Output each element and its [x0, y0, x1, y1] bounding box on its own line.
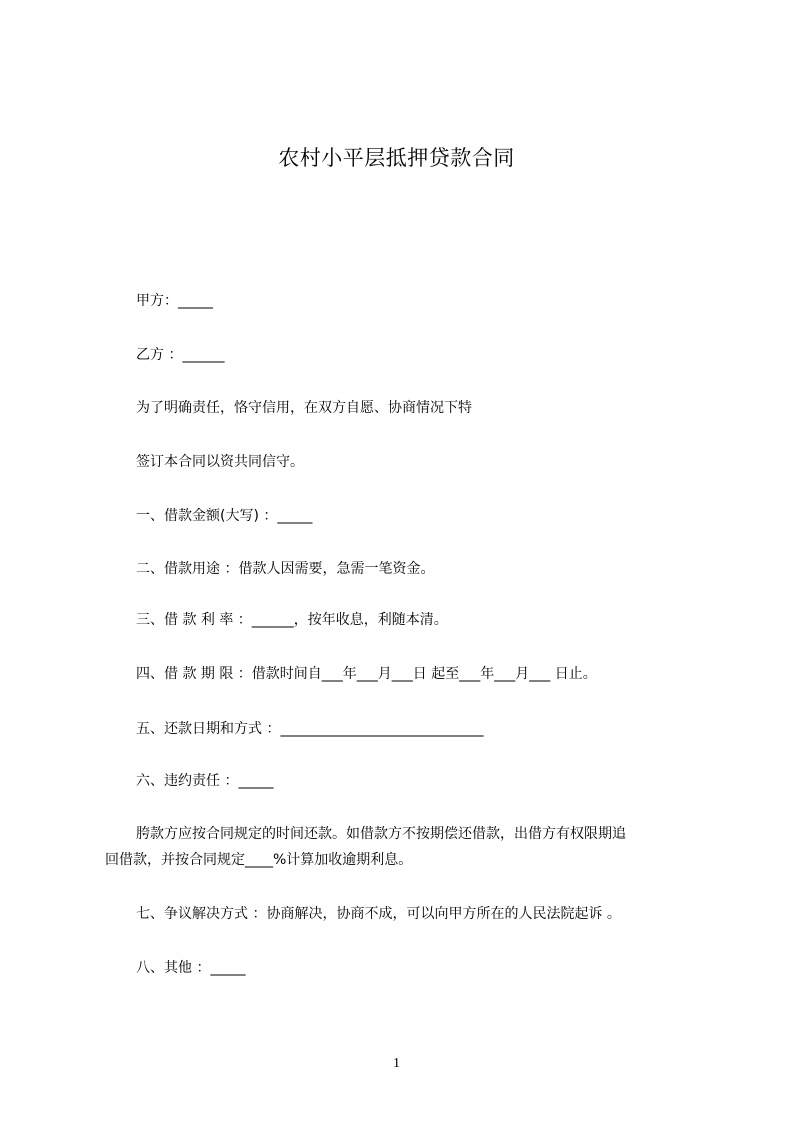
clause-7-dispute: 七、争议解决方式 ：协商解决，协商不成，可以向甲方所在的人民法院起诉 。 — [136, 906, 621, 922]
party-b-line: 乙方 ：______ — [136, 347, 225, 363]
clause-5-repayment: 五、还款日期和方式 ：_____________________________ — [136, 721, 484, 737]
preamble-line-2: 签订本合同以资共同信守。 — [136, 454, 304, 470]
clause-3-interest: 三、借 款 利 率 ：______，按年收息，利随本清。 — [136, 612, 448, 628]
party-a-line: 甲方：_____ — [136, 293, 213, 309]
page-number: 1 — [393, 1056, 400, 1071]
clause-1-amount: 一、借款金额(大写) ：_____ — [136, 508, 313, 524]
clause-4-term: 四、借 款 期 限 ：借款时间自___年___月___日 起至___年___月___ 日止。 — [136, 666, 597, 682]
clause-2-purpose: 二、借款用途 ：借款人因需要，急需一笔资金。 — [136, 561, 435, 577]
document-title: 农村小平层抵押贷款合同 — [278, 146, 515, 170]
preamble-line-1: 为了明确责任，恪守信用，在双方自愿、协商情况下特 — [136, 400, 472, 416]
clause-6-liability: 六、违约责任 ：_____ — [136, 773, 274, 789]
clause-6-text-line-2: 回借款，并按合同规定____%计算加收逾期利息。 — [105, 852, 413, 868]
clause-8-other: 八、其他 ：_____ — [136, 960, 246, 976]
clause-6-text-line-1: 胯款方应按合同规定的时间还款。如借款方不按期偿还借款，出借方有权限期追 — [136, 826, 626, 842]
